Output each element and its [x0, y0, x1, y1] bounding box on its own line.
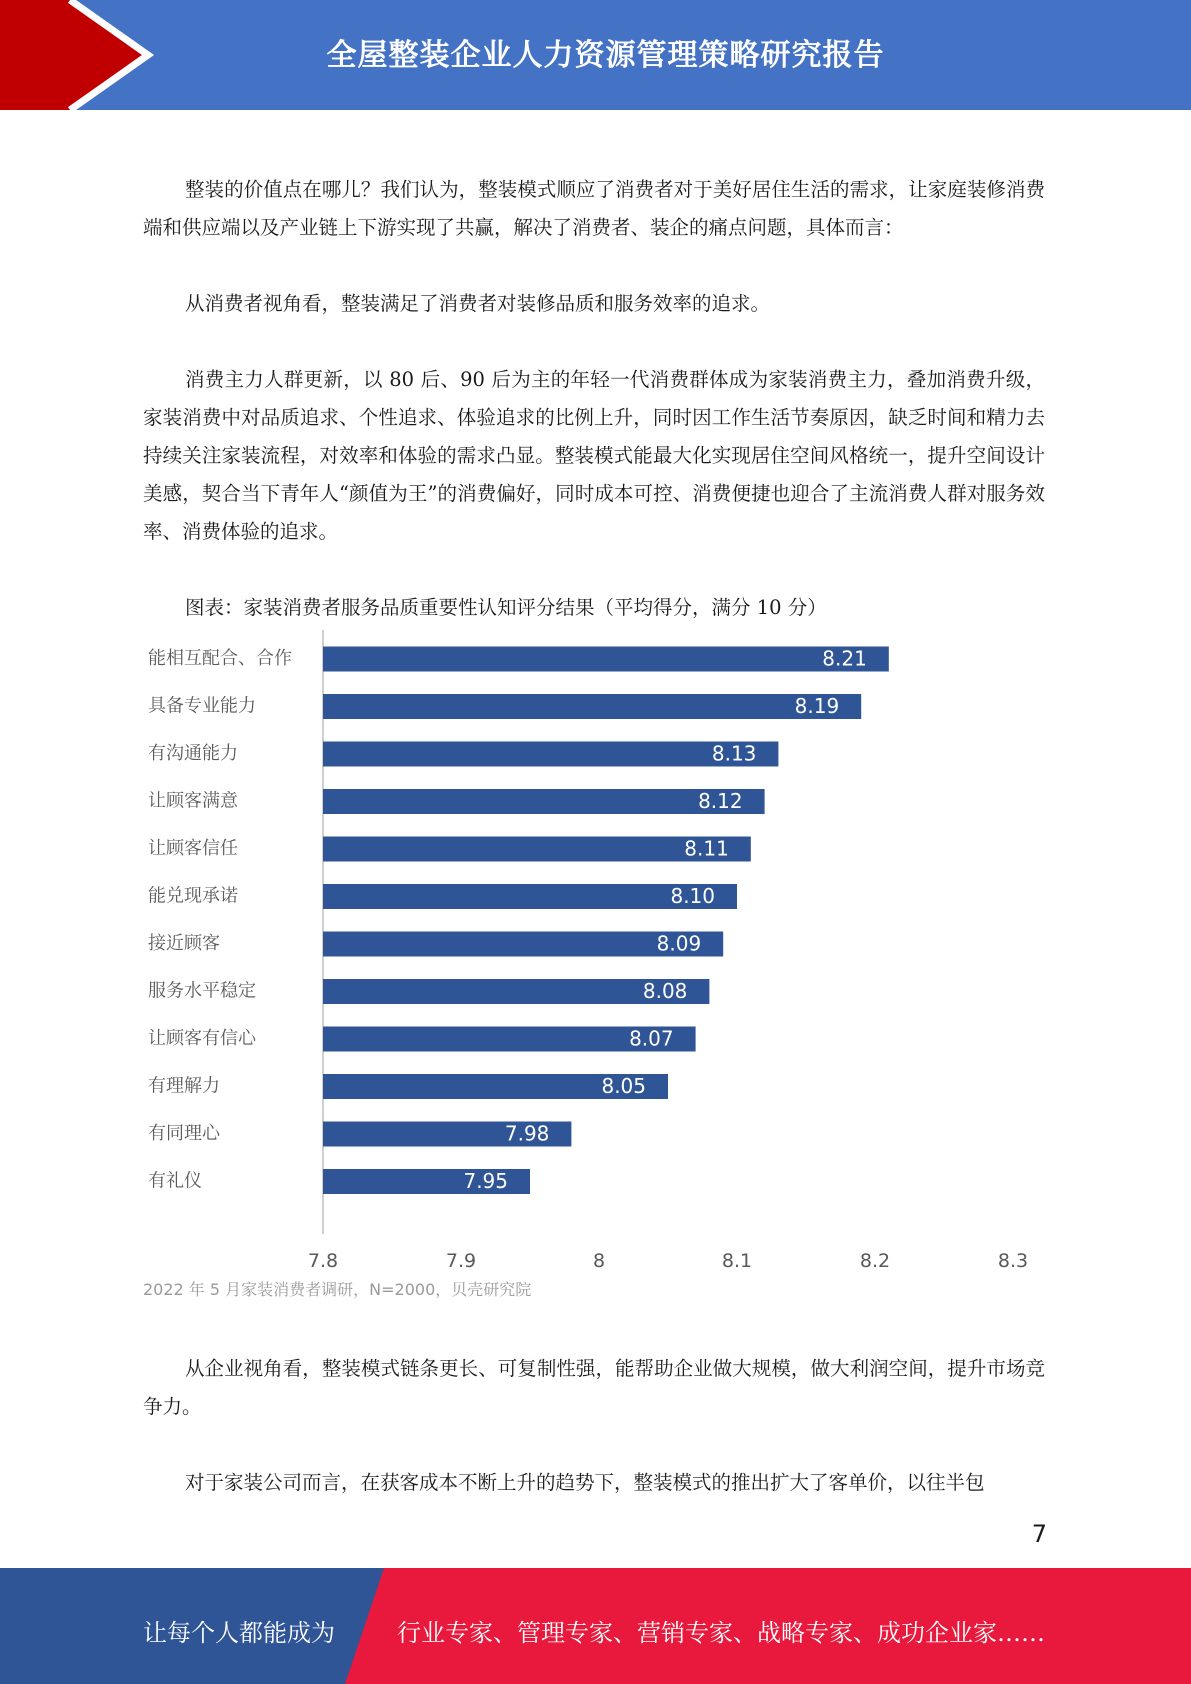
bar-value-label: 8.12	[698, 789, 743, 813]
bar-value-label: 8.07	[629, 1026, 674, 1051]
footer-slogan-left: 让每个人都能成为	[143, 1619, 335, 1647]
paragraph-consumer-detail: 消费主力人群更新，以 80 后、90 后为主的年轻一代消费群体成为家装消费主力，叠加消费升级，家装消费中对品质追求、个性追求、体验追求的比例上升，同时因工作生活节奏原因，缺乏时间和精力去持续关注家装流程，对效率和体验的需求凸显。整装模式能最大化实现居住空间风格统一，提升空间设计美感，契合当下青年人“颜值为王”的消费偏好，同时成本可控、消费便捷也迎合了主流消费人群对服务效率、消费体验的追求。	[143, 368, 1045, 543]
category-label: 服务水平稳定	[148, 980, 256, 1002]
bar	[323, 647, 889, 672]
category-label: 接近顾客	[148, 933, 220, 954]
category-label: 有理解力	[148, 1075, 220, 1097]
bar-value-label: 8.11	[684, 836, 729, 861]
category-label: 具备专业能力	[148, 695, 256, 717]
report-title: 全屋整装企业人力资源管理策略研究报告	[326, 38, 885, 73]
bar-value-label: 8.05	[601, 1074, 646, 1098]
page-header	[0, 0, 1191, 110]
bar-value-label: 8.13	[711, 741, 757, 766]
category-label: 让顾客有信心	[148, 1028, 256, 1049]
bar-value-label: 7.95	[463, 1169, 508, 1193]
bar-value-label: 7.98	[504, 1121, 550, 1146]
paragraph-consumer-view: 从消费者视角看，整装满足了消费者对装修品质和服务效率的追求。	[185, 292, 771, 315]
category-label: 让顾客满意	[148, 790, 238, 812]
x-tick-label: 8.1	[721, 1250, 753, 1270]
category-label: 有礼仪	[148, 1170, 202, 1192]
bar-value-label: 8.09	[656, 931, 702, 956]
paragraph-company-cost: 对于家装公司而言，在获客成本不断上升的趋势下，整装模式的推出扩大了客单价，以往半包	[185, 1471, 985, 1494]
bar-value-label: 8.19	[794, 694, 840, 718]
category-label: 能相互配合、合作	[148, 648, 292, 669]
bar-value-label: 8.08	[642, 979, 688, 1003]
x-tick-label: 8.2	[859, 1250, 891, 1270]
paragraph-intro: 整装的价值点在哪儿？我们认为，整装模式顺应了消费者对于美好居住生活的需求，让家庭装修消费端和供应端以及产业链上下游实现了共赢，解决了消费者、装企的痛点问题，具体而言：	[143, 178, 1045, 239]
x-tick-label: 8	[592, 1250, 606, 1270]
bar-value-label: 8.10	[670, 884, 715, 908]
x-tick-label: 8.3	[997, 1250, 1029, 1270]
bar	[323, 694, 861, 719]
category-label: 能兑现承诺	[148, 885, 238, 907]
category-label: 有沟通能力	[148, 743, 238, 764]
category-label: 有同理心	[148, 1123, 220, 1144]
x-tick-label: 7.9	[445, 1250, 477, 1270]
category-label: 让顾客信任	[148, 838, 238, 859]
footer-slogan-right: 行业专家、管理专家、营销专家、战略专家、成功企业家……	[397, 1619, 1045, 1647]
bar-value-label: 8.21	[822, 646, 867, 671]
chart-source: 2022 年 5 月家装消费者调研，N=2000，贝壳研究院	[143, 1280, 532, 1299]
x-tick-label: 7.8	[307, 1250, 339, 1270]
page-number: 7	[1031, 1520, 1047, 1548]
paragraph-enterprise-view: 从企业视角看，整装模式链条更长、可复制性强，能帮助企业做大规模，做大利润空间，提升市场竞争力。	[143, 1357, 1045, 1418]
service-quality-bar-chart	[140, 630, 1060, 1270]
page-footer	[0, 1568, 1191, 1684]
chart-caption: 图表：家装消费者服务品质重要性认知评分结果（平均得分，满分 10 分）	[185, 596, 827, 619]
bar	[323, 742, 778, 767]
